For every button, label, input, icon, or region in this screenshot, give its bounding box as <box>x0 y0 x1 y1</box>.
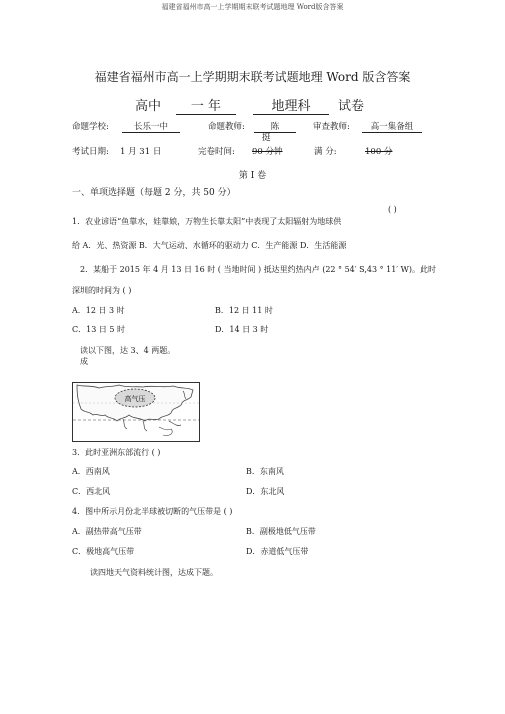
score-value: 100 分 <box>365 147 393 157</box>
q2-option-c: C．13 日 5 时 <box>72 325 126 334</box>
q2-option-b: B．12 日 11 时 <box>215 306 273 315</box>
q1-answer-paren: ( ) <box>388 205 397 214</box>
asia-pressure-map <box>72 382 200 442</box>
section-heading: 一、单项选择题（每题 2 分，共 50 分） <box>72 188 236 198</box>
q3-stem: 3．此时亚洲东部流行 ( ) <box>72 448 161 457</box>
running-header: 福建省福州市高一上学期期末联考试题地理 Word版含答案 <box>161 3 344 11</box>
document-title: 福建省福州市高一上学期期末联考试题地理 Word 版含答案 <box>94 70 411 84</box>
map-drawing <box>73 383 199 441</box>
q2-stem-line1: 2．某船于 2015 年 4 月 13 日 16 时 ( 当地时间 ) 抵达里约热内卢 (22 ° 54′ S,43 ° 11′ W)。此时 <box>80 265 437 274</box>
q2-option-d: D．14 日 3 时 <box>215 325 269 334</box>
school-label: 命题学校: <box>72 122 109 132</box>
q4-option-b: B．副极地低气压带 <box>246 527 316 536</box>
grade-blank: 一 年 <box>176 95 236 115</box>
map-intro-cont: 成 <box>80 357 88 366</box>
teacher-value: 陈 <box>254 120 296 133</box>
q3-option-a: A．西南风 <box>72 467 110 476</box>
time-label: 完卷时间: <box>198 147 235 157</box>
subject-blank: 地理科 <box>253 95 329 115</box>
subtitle-suffix: 试卷 <box>338 99 365 114</box>
q4-option-c: C．极地高气压带 <box>72 547 135 556</box>
school-value: 长乐一中 <box>122 120 180 133</box>
q3-option-c: C．西北风 <box>72 487 111 496</box>
map-high-pressure-label: 高气压 <box>124 395 146 403</box>
score-label: 满 分: <box>314 147 337 157</box>
subtitle-grade <box>176 95 236 115</box>
date-value: 1 月 31 日 <box>120 147 162 157</box>
reviewer-label: 审查教师: <box>313 122 350 132</box>
date-label: 考试日期: <box>72 147 109 157</box>
map-intro: 读以下图，达 3、4 两题。 <box>80 346 176 355</box>
q1-options: 给 A．光、热资源 B．大气运动、水循环的驱动力 C．生产能源 D．生活能源 <box>72 241 347 250</box>
q3-option-d: D．东北风 <box>246 487 285 496</box>
reviewer-value: 高一集备组 <box>362 120 422 133</box>
volume-heading: 第 I 卷 <box>238 171 267 181</box>
q2-option-a: A．12 日 3 时 <box>72 306 125 315</box>
closing-instruction: 读四地天气资料统计图，达成下题。 <box>90 568 218 577</box>
time-value: 90 分钟 <box>252 147 283 157</box>
q4-option-a: A．副热带高气压带 <box>72 527 142 536</box>
q2-stem-line2: 深圳的时间为 ( ) <box>72 286 132 295</box>
subtitle-prefix: 高中 <box>135 99 162 114</box>
q4-stem: 4．图中所示月份北半球被切断的气压带是 ( ) <box>72 507 233 516</box>
subtitle-subject <box>253 95 329 115</box>
q4-option-d: D．赤道低气压带 <box>246 547 309 556</box>
q3-option-b: B．东南风 <box>246 467 284 476</box>
q1-stem: 1．农业谚语“鱼靠水，娃靠娘，万物生长靠太阳”中表现了太阳辐射为地球供 <box>72 217 342 226</box>
teacher-value-cont: 挺 <box>262 133 271 143</box>
teacher-label: 命题教师: <box>208 122 245 132</box>
